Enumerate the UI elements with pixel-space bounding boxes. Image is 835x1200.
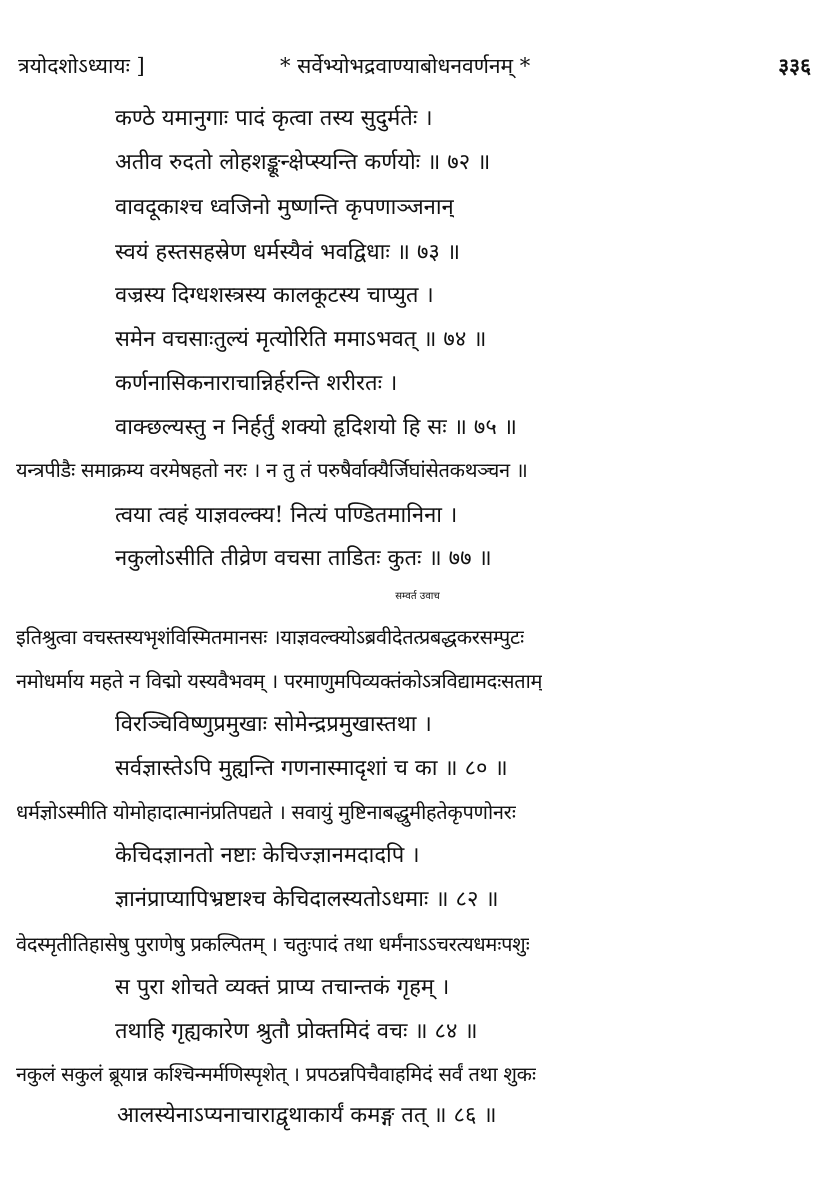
verse-line: ज्ञानंप्राप्यापिभ्रष्टाश्च केचिदालस्यतोऽधमाः ॥ ८२ ॥ <box>115 887 499 912</box>
verse-line: विरञ्चिविष्णुप्रमुखाः सोमेन्द्रप्रमुखास्तथा । <box>115 712 432 737</box>
verse-line-full: नकुलं सकुलं ब्रूयान्न कश्चिन्मर्मणिस्पृशेत् । प्रपठन्नपिचैवाहमिदं सर्वं तथा शुकः <box>16 1062 536 1086</box>
verse-line: अतीव रुदतो लोहशङ्कून्क्षेप्स्यन्ति कर्णयोः ॥ ७२ ॥ <box>115 150 491 175</box>
verse-line-full: इतिश्रुत्वा वचस्तस्यभृशंविस्मितमानसः ।याज्ञवल्क्योऽब्रवीदेतत्प्रबद्धकरसम्पुटः <box>16 625 524 649</box>
running-header <box>18 52 817 92</box>
verse-line: त्वया त्वहं याज्ञवल्क्य! नित्यं पण्डितमानिना । <box>115 503 458 528</box>
verse-line: स पुरा शोचते व्यक्तं प्राप्य तचान्तकं गृहम् । <box>115 975 450 1000</box>
verse-line: तथाहि गृह्यकारेण श्रुतौ प्रोक्तमिदं वचः ॥ ८४ ॥ <box>115 1019 478 1044</box>
page-heading: * सर्वेभ्योभद्रवाण्याबोधनवर्णनम् * <box>280 54 531 78</box>
verse-line: सर्वज्ञास्तेऽपि मुह्यन्ति गणनास्मादृशां च का ॥ ८० ॥ <box>115 756 508 781</box>
verse-line: वज्रस्य दिग्धशस्त्रस्य कालकूटस्य चाप्युत । <box>115 283 434 308</box>
verse-line: आलस्येनाऽप्यनाचाराद्वृथाकार्यं कमङ्ग तत् ॥ ८६ ॥ <box>117 1103 497 1128</box>
verse-line: नकुलोऽसीति तीव्रेण वचसा ताडितः कुतः ॥ ७७ ॥ <box>115 546 492 571</box>
page-number: ३३६ <box>778 53 811 78</box>
speaker-heading: सम्वर्त उवाच <box>395 591 440 602</box>
verse-line: वावदूकाश्च ध्वजिनो मुष्णन्ति कृपणाञ्जनान् <box>115 195 454 220</box>
verse-line-full: नमोधर्माय महते न विद्मो यस्यवैभवम् । परमाणुमपिव्यक्तंकोऽत्रविद्यामदःसताम् <box>16 669 543 693</box>
verse-line: कण्ठे यमानुगाः पादं कृत्वा तस्य सुदुर्मतेः । <box>115 106 433 131</box>
verse-line: कर्णनासिकनाराचान्निर्हरन्ति शरीरतः । <box>115 371 398 396</box>
chapter-label: त्रयोदशोऽध्यायः ] <box>18 54 145 78</box>
verse-line-full: वेदस्मृतीतिहासेषु पुराणेषु प्रकल्पितम् । चतुःपादं तथा धर्मंनाऽऽचरत्यधमःपशुः <box>16 932 530 956</box>
verse-line: स्वयं हस्तसहस्रेण धर्मस्यैवं भवद्विधाः ॥ ७३ ॥ <box>115 240 461 265</box>
verse-line-full: यन्त्रपीडैः समाक्रम्य वरमेषहतो नरः । न तु तं परुषैर्वाक्यैर्जिघांसेतकथञ्चन ॥ <box>16 458 528 482</box>
verse-line: केचिदज्ञानतो नष्टाः केचिज्ज्ञानमदादपि । <box>115 843 420 868</box>
verse-line: वाक्छल्यस्तु न निर्हर्तुं शक्यो हृदिशयो हि सः ॥ ७५ ॥ <box>115 415 517 440</box>
verse-line: समेन वचसाःतुल्यं मृत्योरिति ममाऽभवत् ॥ ७४ ॥ <box>115 327 487 352</box>
verse-line-full: धर्मज्ञोऽस्मीति योमोहादात्मानंप्रतिपद्यते । सवायुं मुष्टिनाबद्धुमीहतेकृपणोनरः <box>16 800 516 824</box>
